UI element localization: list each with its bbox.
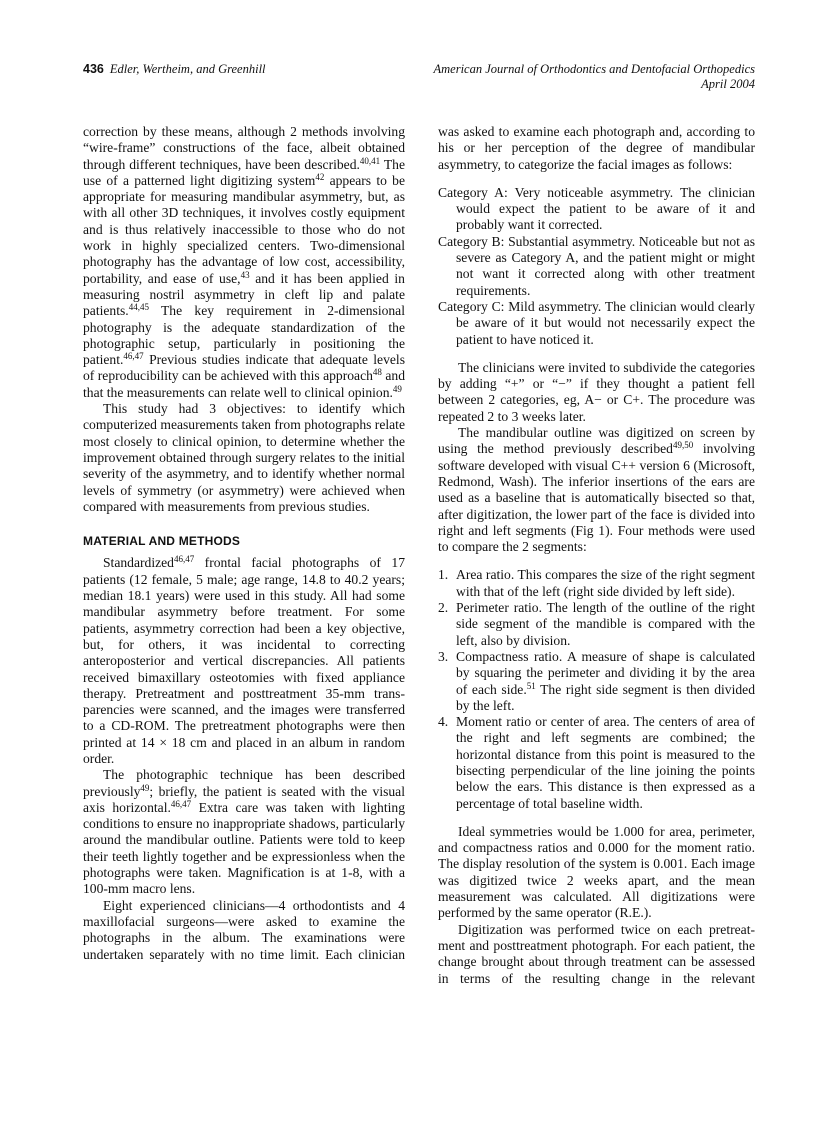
text-run: The mandibular outline was digitized on screen by using the method previously described [438, 425, 755, 457]
text-run: involving software developed with visual C++ version 6 (Microsoft, Redmond, Wash). The inferior insertions of the ears are used as a baseline that is automatically bisected so that, after digitization, the lower part of the face is divided into right and left segments (Fig 1). Four methods were used to compare the 2 segments: [438, 441, 755, 555]
journal-title: American Journal of Orthodontics and Dentofacial Orthopedics [433, 62, 755, 76]
list-item-text [456, 714, 755, 812]
list-number: 3. [438, 648, 449, 664]
running-header-left [83, 62, 266, 77]
text-run: ; briefly, the patient is seated with the visual axis horizontal. [83, 783, 405, 815]
text-run: Area ratio. This compares the size of the right segment with that of the left (right side divided by left side). [456, 567, 755, 599]
spacer [438, 555, 755, 567]
text-run: Perimeter ratio. The length of the outline of the right side segment of the mandible is compared with the left, also by division. [456, 600, 755, 648]
numbered-list-item [438, 600, 755, 649]
citation-reference: 42 [315, 171, 325, 182]
text-run: and that the measurements can relate well to clinical opinion. [83, 368, 405, 400]
text-run: This study had 3 objectives: to identify which computerized measurements taken from photographs relate most closely to clinical opinion, to determine whether the improvement obtained through surgery relates to the initial severity of the asymmetry, and to identify whether normal levels of symmetry (or asymmetry) were achieved when compared with measurements from previous studies. [83, 401, 405, 514]
list-number: 2. [438, 600, 449, 616]
text-run: Previous studies indicate that adequate levels of reproducibility can be achieved with this approach [83, 352, 405, 384]
numbered-list-item [438, 567, 755, 600]
text-run: frontal facial photographs of 17 patients (12 female, 5 male; age range, 14.8 to 40.2 years; median 18.1 years) were used in this study. All had some mandibular asymmetry before treatment. For some patients, asymmetry correction had been a key objective, but, for others, it was incidental to correcting anteroposterior and vertical discrepancies. All patients received bimaxillary osteotomies with fixed appliance therapy. Pretreatment and posttreatment 35-mm transparencies were scanned, and the images were transferred to a CD-ROM. The pretreatment photographs were then printed at 14 × 18 cm and placed in an album in random order. [83, 555, 405, 766]
list-item-text [456, 649, 755, 714]
list-number: 4. [438, 714, 449, 730]
citation-reference: 40,41 [359, 155, 381, 166]
category-definition [438, 185, 755, 234]
text-run: Category C: Mild asymmetry. The clinician would clearly be aware of it but would not necessarily expect the patient to have noticed it. [438, 298, 755, 347]
numbered-list-item [438, 649, 755, 714]
authors: Edler, Wertheim, and Greenhill [109, 62, 266, 76]
category-definition [438, 299, 755, 348]
paragraph [83, 898, 405, 963]
list-number: 1. [438, 567, 449, 583]
spacer [438, 348, 755, 360]
running-header-right [434, 62, 756, 92]
paragraph [83, 555, 405, 767]
text-run: Category B: Substantial asymmetry. Noticeable but not as severe as Category A, and the patient might or might not want it corrected along with other treatment requirements. [438, 233, 755, 298]
citation-reference: 43 [240, 269, 250, 280]
paragraph [438, 425, 755, 555]
text-run: The use of a patterned light digitizing system [83, 156, 405, 188]
paragraph [83, 124, 405, 401]
text-run: Ideal symmetries would be 1.000 for area, perimeter, and compactness ratios and 0.000 for the moment ratio. The display resolution of the system is 0.001. Each image was digitized twice 2 weeks apart, and the mean measurement was calculated. All digitizations were performed by the same operator (R.E.). [438, 823, 755, 921]
text-run: The key requirement in 2-dimensional photography is the adequate standardization of the photographic setup, particularly in positioning the patient. [83, 303, 405, 368]
paragraph [83, 401, 405, 515]
right-column [438, 124, 755, 987]
list-item-text [456, 600, 755, 649]
text-run: correction by these means, although 2 methods involving “wire-frame” constructions of the face, albeit obtained through different techniques, have been described. [83, 124, 405, 172]
paragraph [438, 824, 755, 922]
citation-reference: 46,47 [123, 351, 144, 362]
text-run: The clinicians were invited to subdivide the categories by adding “+” or “−” if they thought a patient fell between 2 categories, eg, A− or C+. The procedure was repeated 2 to 3 weeks later. [438, 359, 755, 424]
text-run: Eight experienced clinicians—4 orthodontists and 4 maxillofacial surgeons—were asked to examine the photographs in the album. The examinations were undertaken separately with no time limit. Each clinician [83, 897, 405, 962]
paragraph [438, 124, 755, 173]
text-run: Moment ratio or center of area. The centers of area of the right and left segments are combined; the horizontal distance from this point is measured to the bisecting perpendicular of the line joining the points below the ears. This distance is then expressed as a percentage of total baseline width. [456, 714, 755, 811]
category-definition [438, 234, 755, 299]
citation-reference: 51 [526, 680, 536, 691]
numbered-list-item [438, 714, 755, 812]
page-number: 436 [83, 62, 104, 76]
text-run: was asked to examine each photograph and, according to his or her perception of the degree of mandibular asymmetry, to categorize the facial images as follows: [438, 124, 755, 172]
text-run: Extra care was taken with lighting conditions to ensure no inappropriate shadows, particularly around the mandibular outline. Patients were told to keep their teeth lightly together and be expressionless when the photographs were taken. Magnification is at 1-8, with a 100-mm macro lens. [83, 799, 406, 897]
citation-reference: 49 [140, 782, 150, 793]
section-heading: MATERIAL AND METHODS [83, 534, 241, 549]
text-run: Category A: Very noticeable asymmetry. The clinician would expect the patient to be aware of it and probably want it corrected. [438, 184, 755, 233]
text-run: Standardized [103, 555, 174, 571]
text-run: The photographic technique has been described previously [83, 767, 405, 799]
text-run: The right side segment is then divided by the left. [456, 681, 755, 713]
paragraph [438, 922, 755, 987]
text-run: and it has been applied in measuring nostril asymmetry in cleft lip and palate patients. [83, 270, 405, 319]
citation-reference: 48 [372, 367, 382, 378]
text-run: Compactness ratio. A measure of shape is calculated by squaring the perimeter and dividing it by the area of each side. [456, 648, 755, 697]
citation-reference: 46,47 [173, 554, 195, 565]
text-run: Digitization was performed twice on each pretreatment and posttreatment photograph. For each patient, the change brought about through treatment can be assessed in terms of the resulting change in the relevant [438, 921, 755, 986]
paragraph [438, 360, 755, 425]
citation-reference: 49 [392, 383, 402, 394]
paragraph [83, 767, 405, 897]
list-item-text [456, 567, 755, 600]
spacer [438, 812, 755, 824]
citation-reference: 44,45 [128, 302, 149, 313]
citation-reference: 46,47 [170, 798, 192, 809]
citation-reference: 49,50 [672, 440, 694, 451]
spacer [438, 173, 755, 185]
issue-date: April 2004 [701, 77, 755, 91]
text-run: appears to be appropriate for measuring mandibular asymmetry, but, as with all other 3D techniques, it involves costly equipment and is thus relatively inaccessible to those who do not work in highly specialized centers. Two-dimensional photography has the advantage of low cost, accessibility, portability, and ease of use, [83, 172, 405, 286]
left-column [83, 124, 405, 963]
